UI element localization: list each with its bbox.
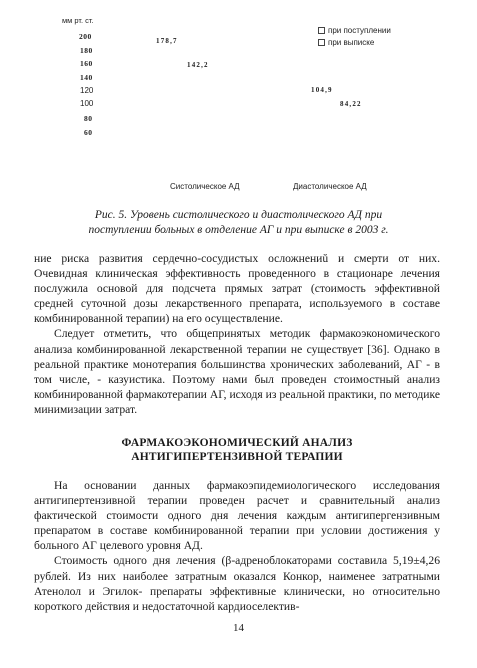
legend-swatch-icon [318, 27, 325, 34]
caption-line: поступлении больных в отделение АГ и при выписке в 2003 г. [88, 224, 389, 236]
legend-label: при поступлении [328, 26, 391, 35]
paragraph: Следует отметить, что общепринятых методик фармакоэкономического анализа комбинированной лекарственной терапии не существует [36]. Однако в реальной практике монотерапия большинства хронических заболеваний, АГ - в том числе, - казуистика. Поэтому нами был проведен стоимостный анализ комбинированной фармакотерапии АГ, исходя из реальной практики, по методике минимизации затрат. [34, 327, 440, 416]
x-category-label: Систолическое АД [170, 182, 240, 191]
body-text-bottom [34, 478, 440, 614]
y-axis-unit-label: мм рт. ст. [62, 16, 94, 25]
legend-item [318, 38, 391, 47]
legend-swatch-icon [318, 39, 325, 46]
heading-line: АНТИГИПЕРТЕНЗИВНОЙ ТЕРАПИИ [131, 451, 343, 463]
section-heading [34, 436, 440, 464]
y-tick-label: 60 [84, 128, 93, 137]
data-label: 178,7 [156, 37, 178, 45]
legend-label: при выписке [328, 38, 375, 47]
y-tick-label: 120 [80, 86, 94, 95]
y-tick-label: 200 [79, 32, 92, 41]
paragraph: На основании данных фармакоэпидемиологического исследования антигипертензивной терапии проведен расчет и сравнительный анализ фактической стоимости одного дня лечения каждым антигипергензивным препаратом в составе комбинированной терапии при условии достижения у больного АГ целевого уровня АД. [34, 479, 440, 553]
page-number: 14 [233, 622, 244, 634]
y-tick-label: 100 [80, 99, 94, 108]
figure-caption [20, 208, 457, 238]
y-tick-label: 160 [80, 59, 93, 68]
paragraph: ние риска развития сердечно-сосудистых осложнениŭ и смерти от них. Очевидная клиническая эффективность проведенного в стационаре лечения послужила основой для подсчета прямых затрат (стоимость эффективной средней суточной дозы лекарственного препарата, используемого в составе комбинированной терапии) на его осуществление. [34, 252, 440, 326]
x-category-label: Диастолическое АД [293, 182, 367, 191]
chart-legend [318, 26, 391, 47]
paragraph: Стоимость одного дня лечения (β-адреноблокаторами составила 5,19±4,26 рублей. Из них наиболее затратным оказался Конкор, наименее затратными Атенолол и Эгилок- препараты эффективные клинически, но относительно короткого действия и недостаточной кардиоселектив- [34, 554, 440, 613]
body-text-top [34, 251, 440, 417]
heading-line: ФАРМАКОЭКОНОМИЧЕСКИЙ АНАЛИЗ [121, 437, 353, 449]
caption-line: Рис. 5. Уровень систолического и диастолического АД при [94, 209, 383, 221]
y-tick-label: 80 [84, 114, 93, 123]
y-tick-label: 180 [80, 46, 93, 55]
data-label: 104,9 [311, 86, 333, 94]
legend-item [318, 26, 391, 35]
data-label: 142,2 [187, 61, 209, 69]
data-label: 84,22 [340, 100, 362, 108]
y-tick-label: 140 [80, 73, 93, 82]
